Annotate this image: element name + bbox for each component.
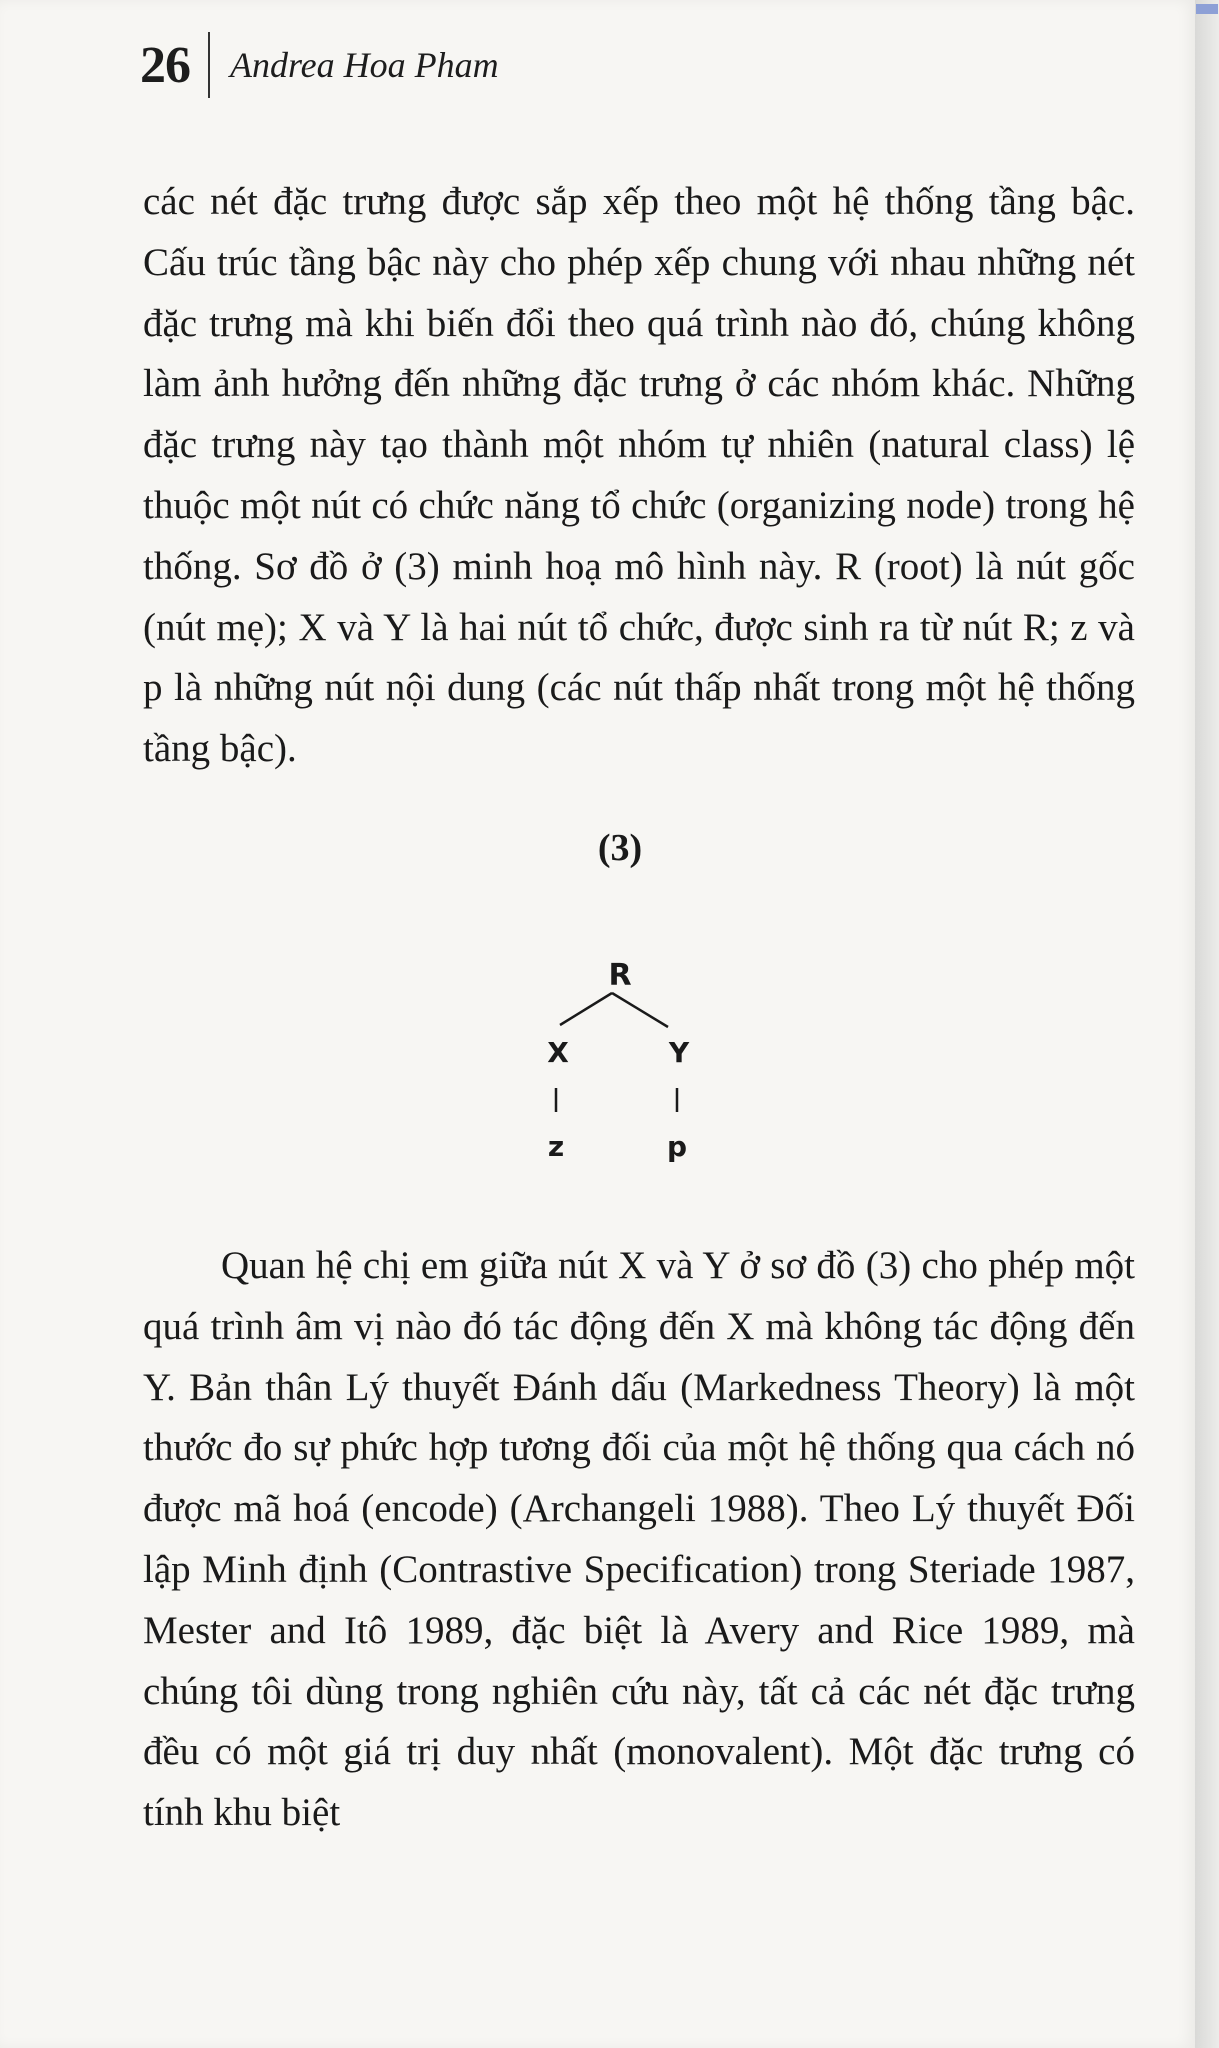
- node-Y: Y: [668, 1036, 690, 1069]
- page-number: 26: [140, 36, 190, 94]
- node-z: z: [547, 1130, 565, 1163]
- edge-mark: [1196, 4, 1218, 14]
- paragraph-1: các nét đặc trưng được sắp xếp theo một hệ thống tầng bậc. Cấu trúc tầng bậc này cho phép xếp chung với nhau những nét đặc trưng mà khi biến đổi theo quá trình nào đó, chúng không làm ảnh hưởng đến những đặc trưng ở các nhóm khác. Những đặc trưng này tạo thành một nhóm tự nhiên (natural class) lệ thuộc một nút có chức năng tổ chức (organizing node) trong hệ thống. Sơ đồ ở (3) minh hoạ mô hình này. R (root) là nút gốc (nút mẹ); X và Y là hai nút tổ chức, được sinh ra từ nút R; z và p là những nút nội dung (các nút thấp nhất trong một hệ thống tầng bậc).: [143, 180, 1135, 771]
- paragraph-2: Quan hệ chị em giữa nút X và Y ở sơ đồ (3) cho phép một quá trình âm vị nào đó tác động đến X mà không tác động đến Y. Bản thân Lý thuyết Đánh dấu (Markedness Theory) là một thước đo sự phức hợp tương đối của một hệ thống qua cách nó được mã hoá (encode) (Archangeli 1988). Theo Lý thuyết Đối lập Minh định (Contrastive Specification) trong Steriade 1987, Mester and Itô 1989, đặc biệt là Avery and Rice 1989, mà chúng tôi dùng trong nghiên cứu này, tất cả các nét đặc trưng đều có một giá trị duy nhất (monovalent). Một đặc trưng có tính khu biệt: [143, 1244, 1135, 1835]
- node-p: p: [666, 1130, 688, 1163]
- example-label: (3): [597, 827, 643, 869]
- page-edge: [1195, 0, 1219, 2048]
- branch-R-Y: [612, 993, 668, 1027]
- branch-R-X: [560, 993, 612, 1025]
- running-head-author: Andrea Hoa Pham: [230, 45, 499, 85]
- node-root-R: R: [608, 958, 632, 993]
- header-divider: [208, 32, 210, 98]
- node-X: X: [547, 1036, 569, 1069]
- running-header: [140, 30, 499, 100]
